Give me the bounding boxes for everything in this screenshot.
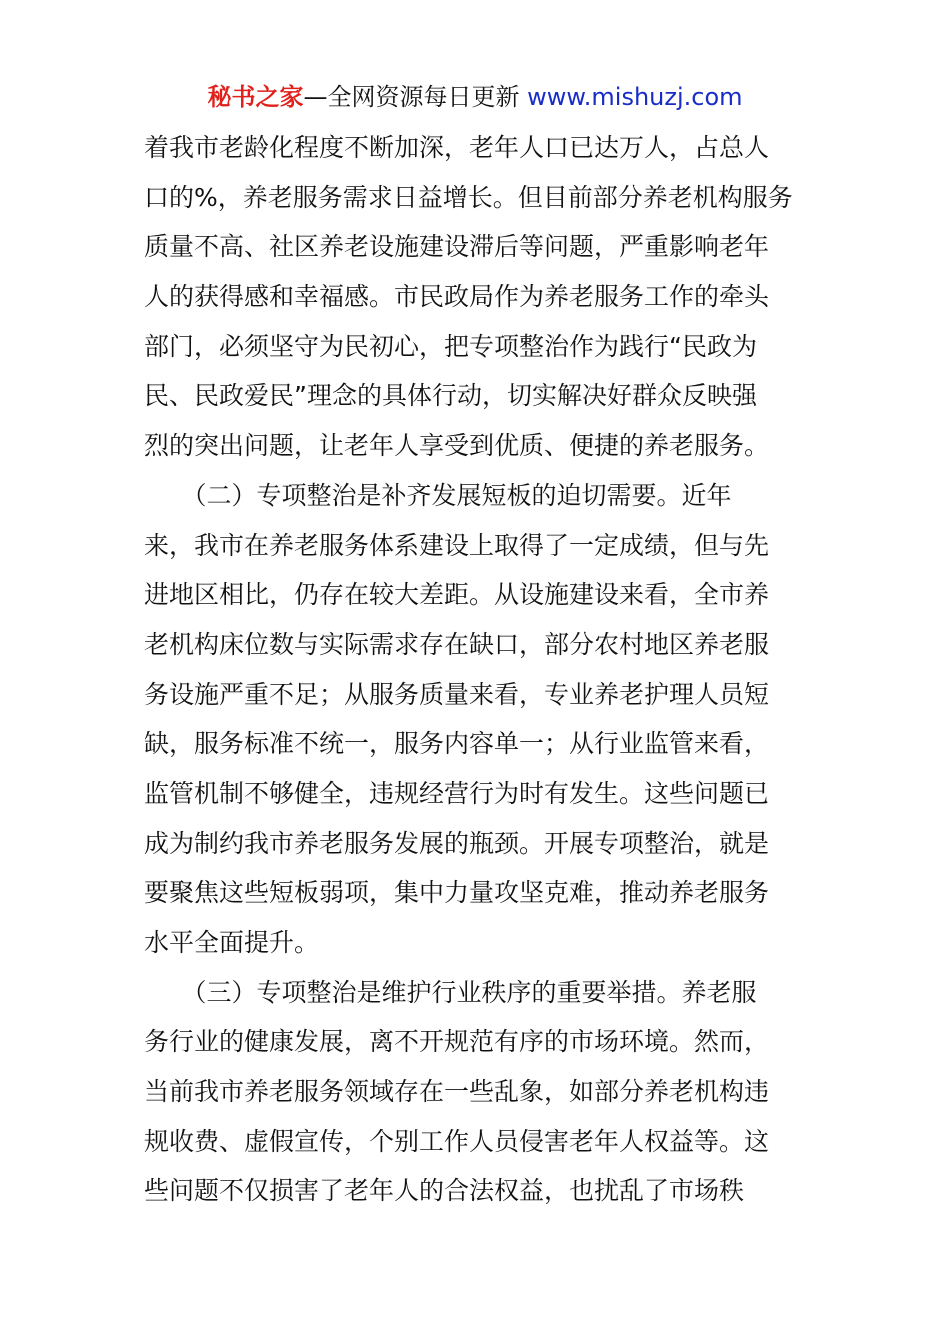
section-heading-line: （三）专项整治是维护行业秩序的重要举措。养老服 xyxy=(144,977,757,1007)
text-line: 口的%，养老服务需求日益增长。但目前部分养老机构服务 xyxy=(144,182,793,212)
text-line: 质量不高、社区养老设施建设滞后等问题，严重影响老年 xyxy=(144,232,770,262)
text-line: 务行业的健康发展，离不开规范有序的市场环境。然而， xyxy=(144,1027,770,1057)
text-line: 部门，必须坚守为民初心，把专项整治作为践行“民政为 xyxy=(144,331,757,361)
text-line: 着我市老龄化程度不断加深，老年人口已达万人，占总人 xyxy=(144,133,770,162)
text-line: 要聚焦这些短板弱项，集中力量攻坚克难，推动养老服务 xyxy=(144,878,770,908)
text-line: 些问题不仅损害了老年人的合法权益，也扰乱了市场秩 xyxy=(144,1176,745,1206)
text-line: 缺，服务标准不统一，服务内容单一；从行业监管来看， xyxy=(144,729,770,759)
site-brand: 秘书之家 xyxy=(207,83,304,111)
document-body xyxy=(144,123,808,1216)
site-url-link[interactable]: www.mishuzj.com xyxy=(527,83,743,111)
text-line: 来，我市在养老服务体系建设上取得了一定成绩，但与先 xyxy=(144,530,770,560)
text-line: 人的获得感和幸福感。市民政局作为养老服务工作的牵头 xyxy=(144,282,770,312)
text-line: 监管机制不够健全，违规经营行为时有发生。这些问题已 xyxy=(144,778,770,808)
section-heading-line: （二）专项整治是补齐发展短板的迫切需要。近年 xyxy=(144,480,732,510)
text-line: 当前我市养老服务领域存在一些乱象，如部分养老机构违 xyxy=(144,1077,770,1107)
site-slogan: —全网资源每日更新 xyxy=(303,83,520,111)
text-line: 水平全面提升。 xyxy=(144,928,320,957)
site-header xyxy=(0,80,950,114)
text-line: 老机构床位数与实际需求存在缺口，部分农村地区养老服 xyxy=(144,629,770,659)
text-line: 烈的突出问题，让老年人享受到优质、便捷的养老服务。 xyxy=(144,431,770,461)
text-line: 进地区相比，仍存在较大差距。从设施建设来看，全市养 xyxy=(144,580,770,610)
text-line: 务设施严重不足；从服务质量来看，专业养老护理人员短 xyxy=(144,679,770,709)
text-line: 成为制约我市养老服务发展的瓶颈。开展专项整治，就是 xyxy=(144,828,770,858)
text-line: 民、民政爱民”理念的具体行动，切实解决好群众反映强 xyxy=(144,381,757,411)
text-line: 规收费、虚假宣传，个别工作人员侵害老年人权益等。这 xyxy=(144,1126,770,1156)
